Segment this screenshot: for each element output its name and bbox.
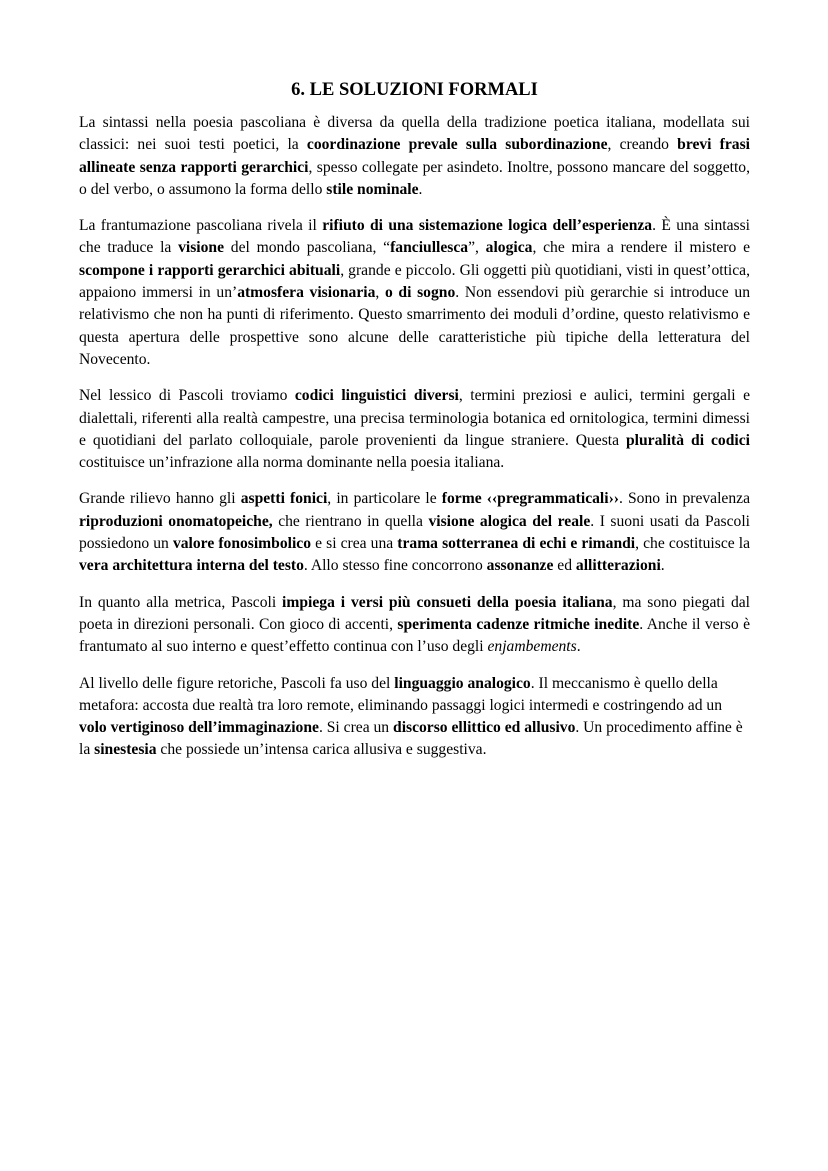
bold-run: visione alogica del reale bbox=[428, 512, 591, 530]
paragraph-metrica bbox=[79, 592, 750, 659]
text-run: . Allo stesso fine concorrono bbox=[303, 557, 487, 575]
text-run: , che costituisce la bbox=[635, 535, 751, 553]
text-run: , grande e piccolo. Gli oggetti più quotidiani, visti in quest’ottica, appaiono immersi in un’ bbox=[79, 261, 750, 302]
text-run: ed bbox=[553, 557, 576, 575]
text-run: Nel lessico di Pascoli troviamo bbox=[79, 387, 295, 405]
text-run: Al livello delle figure retoriche, Pascoli fa uso del bbox=[79, 674, 395, 692]
bold-run: assonanze bbox=[486, 557, 554, 575]
paragraph-aspetti-fonici bbox=[79, 488, 750, 577]
text-run: , termini preziosi e aulici, termini gergali e dialettali, riferenti alla realtà campestre, una precisa terminologia botanica ed ornitologica, termini dimessi e quotidiani del parlato colloquiale, parole provenienti da lingue straniere. Questa bbox=[79, 387, 750, 449]
paragraph-figure-retoriche bbox=[79, 673, 750, 762]
document-page bbox=[79, 78, 750, 776]
text-run: che rientrano in quella bbox=[272, 512, 429, 530]
bold-run: fanciullesca bbox=[390, 239, 469, 257]
text-run: . Il meccanismo è quello della metafora: accosta due realtà tra loro remote, eliminando passaggi logici intermedi e costringendo ad un bbox=[79, 674, 723, 714]
text-run: . Anche il verso è frantumato al suo interno e quest’effetto continua con l’uso degli bbox=[79, 615, 750, 656]
italic-run: enjambements bbox=[487, 638, 577, 656]
text-run: . Non essendovi più gerarchie si introduce un relativismo che non ha punti di riferimento. Questo smarrimento dei moduli d’ordine, questo relativismo e questa apertura delle prospettive sono alcune delle caratteristiche più tipiche della letteratura del Novecento. bbox=[79, 284, 750, 368]
bold-run: impiega i versi più consueti della poesia italiana bbox=[282, 593, 613, 611]
text-run: La frantumazione pascoliana rivela il bbox=[79, 217, 323, 235]
text-run: , bbox=[375, 284, 385, 302]
bold-run: stile nominale bbox=[326, 180, 419, 198]
text-run: costituisce un’infrazione alla norma dominante nella poesia italiana. bbox=[79, 454, 505, 472]
bold-run: riproduzioni onomatopeiche, bbox=[79, 512, 273, 530]
text-run: , spesso collegate per asindeto. Inoltre, possono mancare del soggetto, o del verbo, o assumono la forma dello bbox=[79, 158, 750, 198]
paragraph-lessico bbox=[79, 385, 750, 474]
bold-run: o di sogno bbox=[384, 284, 456, 302]
text-run: . Un procedimento affine è la bbox=[79, 719, 743, 759]
bold-run: scompone i rapporti gerarchici abituali bbox=[79, 261, 341, 279]
bold-run: volo vertiginoso dell’immaginazione bbox=[79, 719, 319, 737]
bold-run: forme ‹‹pregrammaticali›› bbox=[441, 490, 619, 508]
bold-run: allitterazioni bbox=[575, 557, 661, 575]
bold-run: alogica bbox=[485, 239, 533, 257]
text-run: . bbox=[418, 180, 423, 198]
bold-run: atmosfera visionaria bbox=[237, 284, 376, 302]
text-run: , che mira a rendere il mistero e bbox=[532, 239, 750, 257]
text-run: ”, bbox=[468, 239, 486, 257]
bold-run: aspetti fonici bbox=[240, 490, 328, 508]
paragraph-frantumazione bbox=[79, 215, 750, 371]
text-run: , in particolare le bbox=[327, 490, 442, 508]
bold-run: visione bbox=[178, 239, 225, 257]
text-run: . Sono in prevalenza bbox=[618, 490, 750, 508]
bold-run: brevi frasi allineate senza rapporti gerarchici bbox=[79, 136, 750, 176]
bold-run: trama sotterranea di echi e rimandi bbox=[397, 535, 636, 553]
bold-run: valore fonosimbolico bbox=[172, 535, 312, 553]
section-title: 6. LE SOLUZIONI FORMALI bbox=[291, 80, 538, 100]
text-run: e si crea una bbox=[311, 535, 398, 553]
paragraph-syntax bbox=[79, 112, 750, 201]
text-run: . bbox=[660, 557, 665, 575]
text-run: . I suoni usati da Pascoli possiedono un bbox=[79, 512, 750, 553]
text-run: In quanto alla metrica, Pascoli bbox=[79, 593, 283, 611]
bold-run: linguaggio analogico bbox=[394, 674, 531, 692]
bold-run: rifiuto di una sistemazione logica dell’esperienza bbox=[322, 217, 653, 235]
bold-run: pluralità di codici bbox=[626, 431, 750, 449]
bold-run: sinestesia bbox=[94, 741, 157, 759]
text-run: Grande rilievo hanno gli bbox=[79, 490, 241, 508]
text-run: La sintassi nella poesia pascoliana è diversa da quella della tradizione poetica italiana, modellata sui classici: nei suoi testi poetici, la bbox=[79, 114, 750, 154]
text-run: . bbox=[576, 638, 581, 656]
bold-run: discorso ellittico ed allusivo bbox=[393, 719, 576, 737]
text-run: . È una sintassi che traduce la bbox=[79, 217, 751, 257]
text-run: del mondo pascoliana, “ bbox=[224, 239, 391, 257]
text-run: . Si crea un bbox=[318, 719, 394, 737]
bold-run: vera architettura interna del testo bbox=[79, 557, 304, 575]
text-run: , creando bbox=[607, 136, 678, 154]
bold-run: coordinazione prevale sulla subordinazione bbox=[306, 136, 608, 154]
text-run: che possiede un’intensa carica allusiva e suggestiva. bbox=[156, 741, 487, 759]
bold-run: codici linguistici diversi bbox=[294, 387, 459, 405]
bold-run: sperimenta cadenze ritmiche inedite bbox=[397, 615, 640, 633]
text-run: , ma sono piegati dal poeta in direzioni personali. Con gioco di accenti, bbox=[79, 593, 750, 633]
